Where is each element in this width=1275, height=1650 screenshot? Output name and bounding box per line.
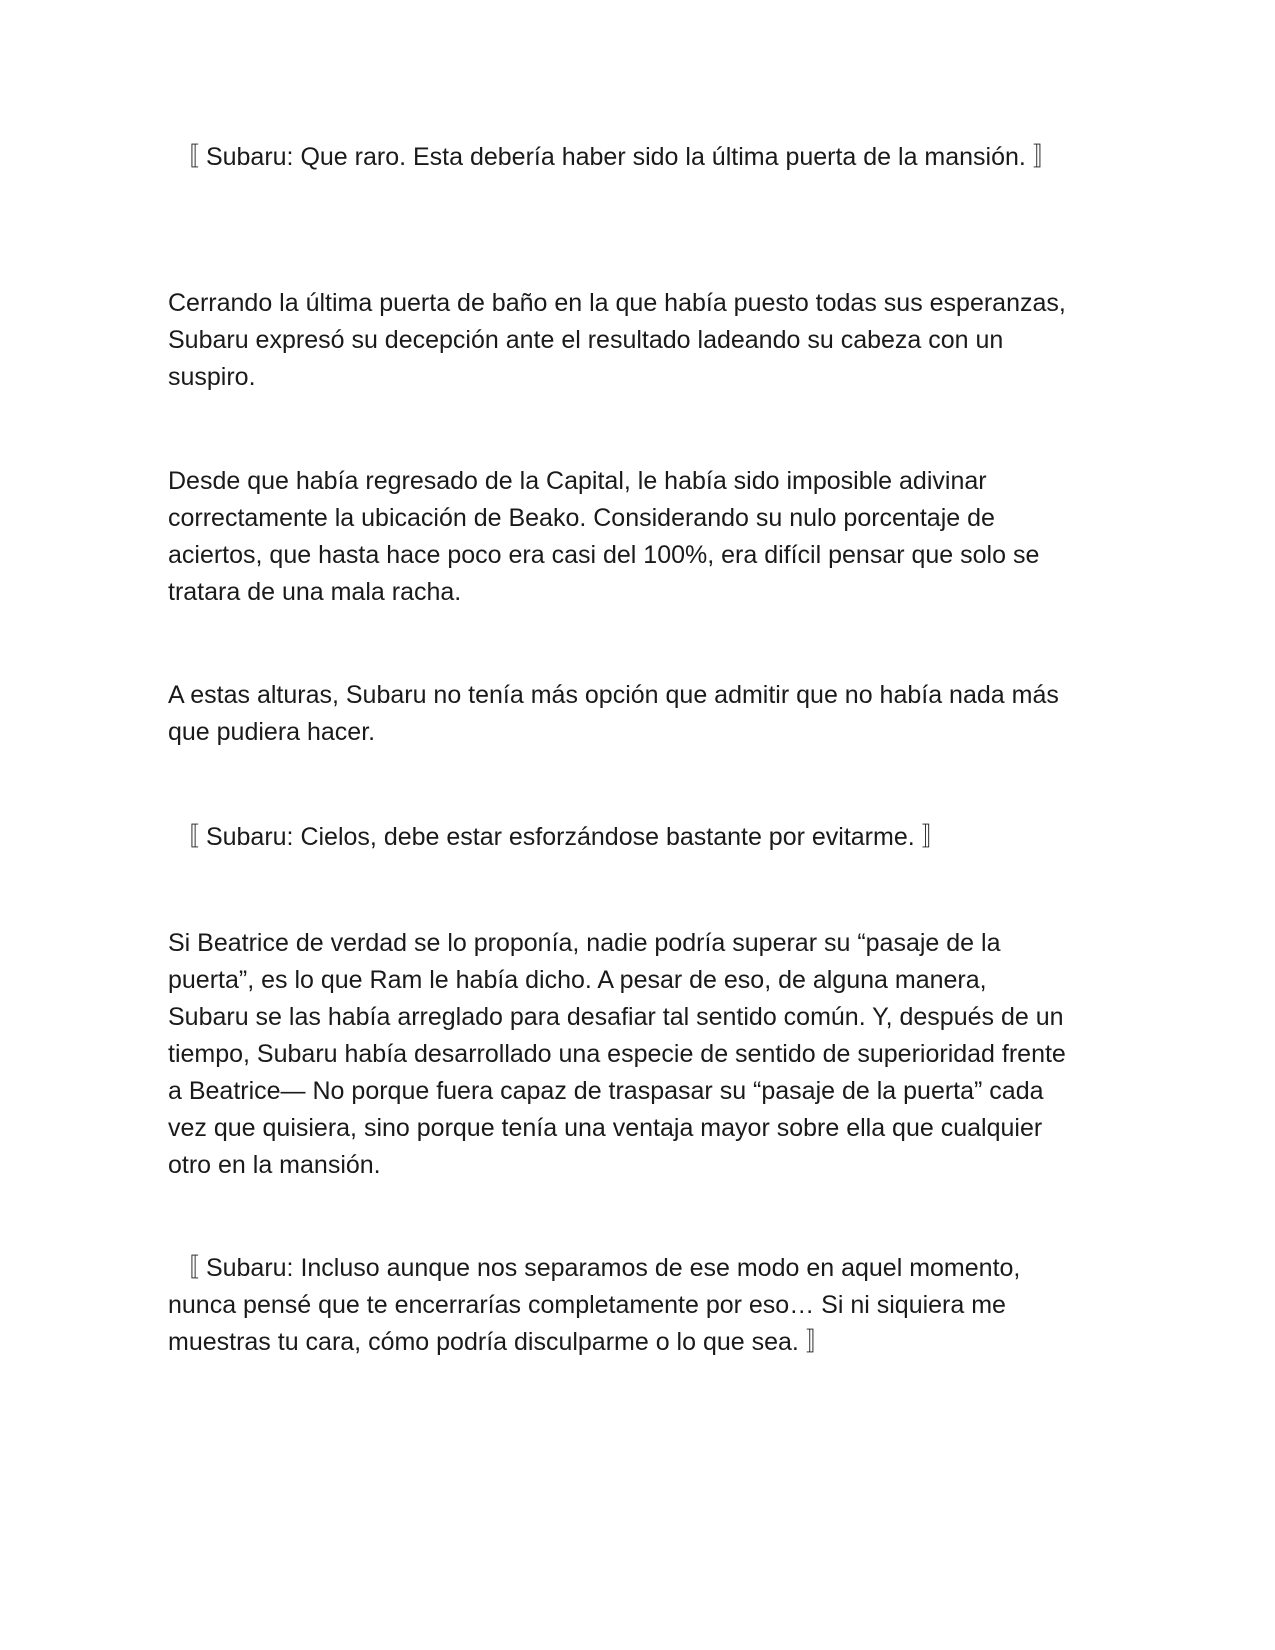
dialogue-paragraph: 〚 Subaru: Incluso aunque nos separamos de ese modo en aquel momento, nunca pensé que te encerrarías completamente por eso… Si ni siquiera me muestras tu cara, cómo podría disculparme o lo que sea. 〛 [168, 1254, 1021, 1356]
dialogue-paragraph: 〚 Subaru: Cielos, debe estar esforzándose bastante por evitarme. 〛 [174, 823, 947, 851]
narration-paragraph: Desde que había regresado de la Capital, le había sido imposible adivinar correctamente la ubicación de Beako. Considerando su nulo porcentaje de aciertos, que hasta hace poco era casi del 100%, era difícil pensar que solo se tratara de una mala racha. [168, 467, 1040, 606]
narration-paragraph: Cerrando la última puerta de baño en la que había puesto todas sus esperanzas, Subaru expresó su decepción ante el resultado ladeando su cabeza con un suspiro. [168, 289, 1066, 391]
narration-paragraph: Si Beatrice de verdad se lo proponía, nadie podría superar su “pasaje de la puerta”, es lo que Ram le había dicho. A pesar de eso, de alguna manera, Subaru se las había arreglado para desafiar tal sentido común. Y, después de un tiempo, Subaru había desarrollado una especie de sentido de superioridad frente a Beatrice— No porque fuera capaz de traspasar su “pasaje de la puerta” cada vez que quisiera, sino porque tenía una ventaja mayor sobre ella que cualquier otro en la mansión. [168, 929, 1066, 1179]
dialogue-paragraph: 〚 Subaru: Que raro. Esta debería haber sido la última puerta de la mansión. 〛 [174, 143, 1058, 171]
narration-paragraph: A estas alturas, Subaru no tenía más opción que admitir que no había nada más que pudiera hacer. [168, 681, 1059, 746]
